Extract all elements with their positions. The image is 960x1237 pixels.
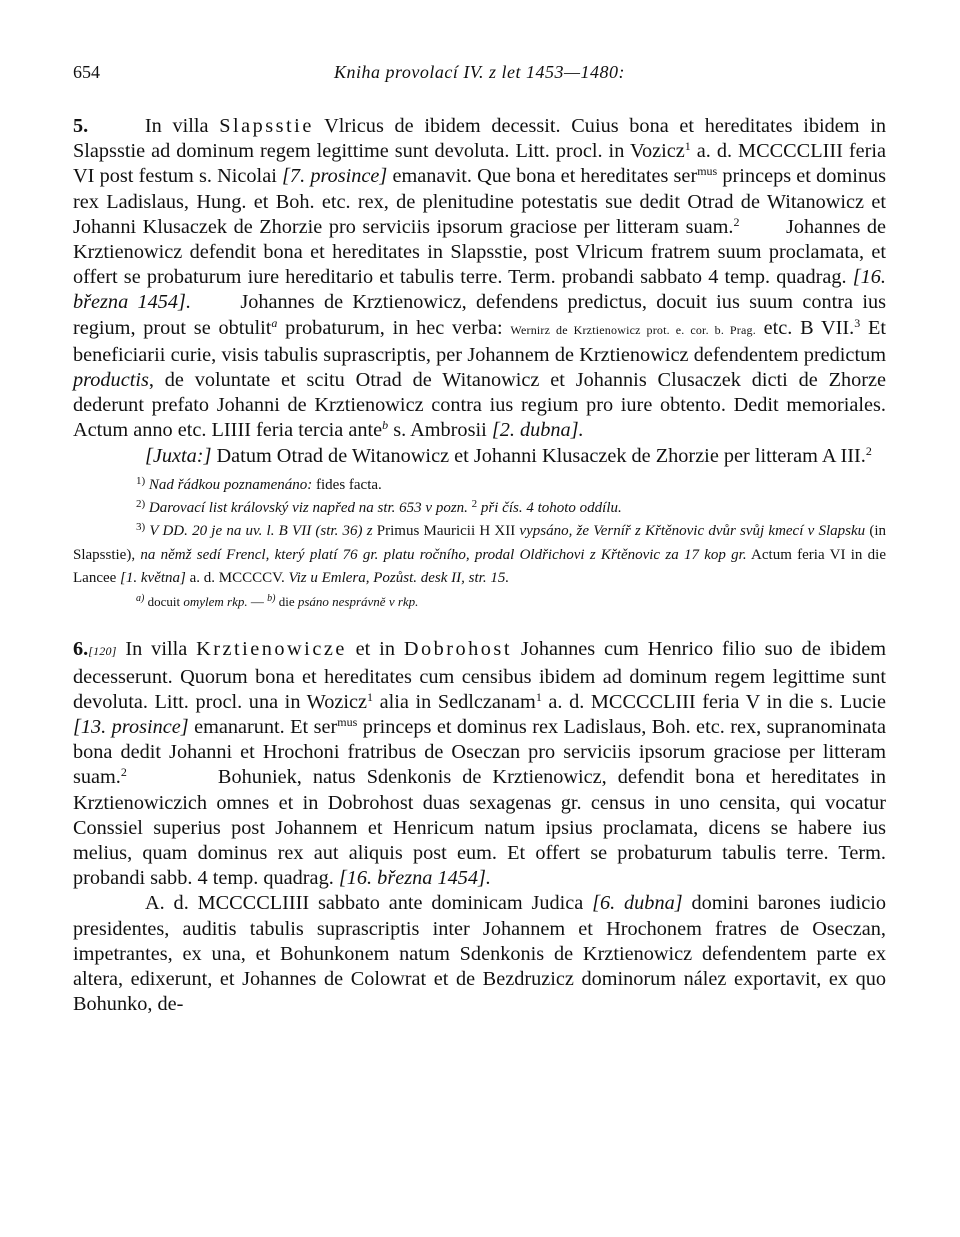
small-reference: Wernirz de Krztienowicz prot. e. cor. b. Prag.	[510, 322, 756, 337]
text-run: Actum feria VI in die Lancee	[73, 546, 886, 587]
text-run: emanavit. Que bona et hereditates ser	[387, 165, 698, 188]
text-run: In villa	[144, 115, 220, 137]
date-note: [7. prosince]	[282, 165, 388, 188]
text-run: s. Ambrosii	[388, 419, 492, 442]
text-run: a. d. MCCCCV.	[185, 570, 289, 587]
note-mark: 1	[366, 689, 373, 704]
original-number: [120]	[88, 644, 117, 659]
editor-note: omylem rkp.	[183, 594, 248, 610]
page-header	[73, 62, 886, 88]
place-name: Krztienowicze	[196, 638, 347, 661]
editor-note: při čís. 4 tohoto oddílu.	[477, 500, 622, 517]
text-run: fides facta.	[312, 476, 382, 493]
footnote-marker: 3)	[136, 521, 146, 534]
place-name: Dobrohost	[403, 638, 512, 661]
editor-note: psáno nesprávně v rkp.	[297, 594, 419, 610]
date-note: [13. prosince]	[73, 715, 189, 738]
text-run: Johannes de Krztienowicz, defendens predictus, docuit ius suum contra ius regium, prout se obtulit	[73, 291, 886, 339]
text-run: (in Slapsstie),	[73, 523, 886, 563]
text-run: docuit	[144, 594, 184, 610]
date-note: [16. března 1454].	[338, 867, 491, 890]
text-run: probaturum, in hec verba:	[277, 316, 511, 339]
note-mark: 2	[865, 443, 872, 458]
entry-number: 5.	[73, 115, 89, 137]
text-run: Johannes de Krztienowicz defendit bona et hereditates in Slapsstie, post Vlricum fratrem suum proclamata, et offert se probaturum iure hereditario et tabulis terre. Term. probandi sabbato 4 temp. quadrag.	[73, 215, 886, 289]
text-run: a. d. MCCCCLIII feria VI post festum s. Nicolai	[73, 140, 886, 188]
editor-note: Viz u Emlera, Pozůst. desk II, str. 15.	[288, 570, 510, 587]
text-run: et in	[346, 638, 404, 661]
text-run: Johannes cum Henrico filio suo de ibidem decesserunt. Quorum bona et hereditates cum censibus ibidem ad dominum regem legittime sunt devoluta. Litt. procl. una in Wozicz	[73, 638, 887, 713]
editor-note: vypsáno, že Verníř z Křtěnovic dvůr svůj kmecí v Slapsku	[519, 523, 866, 540]
text-run: domini barones iudicio presidentes, auditis tabulis suprascriptis inter Johannem et Hrochonem fratres de Oseczan, impetrantes, ex una, et Bohunkonem natum Sdenkonis de Krztienowicz defendentem parte ex altera, edixerunt, et Johannes de Colowrat et de Bezdruzicz dominorum nález exportavit, ex quo Bohunko, de-	[73, 892, 886, 1016]
footnote-2	[73, 497, 886, 520]
superscript: 2	[471, 498, 478, 511]
entry-6-paragraph	[73, 637, 886, 891]
text-run: A. d. MCCCCLIIII sabbato ante dominicam Judica	[145, 892, 593, 915]
page-number: 654	[73, 62, 100, 82]
apparatus-marker: b)	[267, 593, 276, 605]
note-mark: 3	[854, 315, 861, 330]
superscript: mus	[697, 164, 718, 179]
text-run: alia in Sedlczanam	[372, 690, 536, 713]
text-run: a. d. MCCCCLIII feria V in die s. Lucie	[541, 690, 886, 713]
text-run: princeps et dominus rex Ladislaus, Boh. etc. rex, supranominata bona dedit Johanni et Hrochoni fratribus de Oseczan pro serviciis ipsorum graciose per litteram suam.	[73, 715, 886, 789]
footnote-marker: 1)	[136, 474, 146, 487]
text-run: —	[247, 594, 268, 610]
footnotes-entry-5	[73, 474, 886, 613]
place-name: Slapsstie	[219, 115, 314, 137]
document-body	[73, 114, 886, 1017]
juxta-paragraph	[73, 444, 886, 469]
text-run: In villa	[116, 638, 197, 661]
date-note: [16. března 1454].	[73, 266, 886, 314]
date-note: [6. dubna]	[592, 892, 683, 915]
document-page	[73, 62, 886, 1017]
text-run: Primus Mauricii H XII	[372, 523, 520, 540]
note-mark: a	[271, 315, 278, 330]
superscript: mus	[337, 714, 358, 729]
note-mark: b	[382, 418, 389, 433]
editor-note: [1. května]	[120, 570, 186, 587]
text-run: , de voluntate et scitu Otrad de Witanowicz et Johannis Clusaczek dicti de Zhorze dederunt prefato Johanni de Krztienowicz contra ius regium pro iure obtento. Dedit memoriales. Actum anno etc. LIIII feria tercia ante	[73, 369, 886, 442]
entry-number: 6.	[73, 638, 89, 661]
footnote-marker: 2)	[136, 498, 146, 511]
running-title: Kniha provolací IV. z let 1453—1480:	[334, 62, 625, 82]
note-mark: 2	[733, 214, 740, 229]
juxta-label: [Juxta:]	[145, 444, 212, 467]
entry-6-judgement	[73, 891, 886, 1017]
footnote-1	[73, 474, 886, 497]
note-mark: 2	[120, 765, 127, 780]
text-run: princeps et dominus rex Ladislaus, Hung. et Boh. etc. rex, de plenitudine potestatis sue dedit Otrad de Witanowicz et Johanni Klusaczek de Zhorzie pro serviciis ipsorum graciose per litteram suam.	[73, 165, 886, 238]
text-run: Bohuniek, natus Sdenkonis de Krztienowicz, defendit bona et hereditates in Krztienowiczich omnes et in Dobrohost duas sexagenas gr. census in uno censita, qui vocatur Conssiel superius post Johannem et Henricum natum ipsius proclamata, dicens se habere ius melius, quam dominus rex aut aliquis post eum. Et offert se probaturum tabulis terre. Term. probandi sabb. 4 temp. quadrag.	[73, 766, 886, 890]
text-run: die	[275, 594, 298, 610]
editor-note: Nad řádkou poznamenáno:	[145, 476, 313, 493]
editor-note: V DD. 20 je na uv. l. B VII (str. 36) z	[145, 523, 373, 540]
text-run: etc. B VII.	[755, 316, 855, 339]
entry-5-paragraph	[73, 114, 886, 444]
text-run: Vlricus de ibidem decessit. Cuius bona et hereditates ibidem in Slapsstie ad dominum regem legittime sunt devoluta. Litt. procl. in Vozicz	[73, 115, 886, 163]
editor-note: na němž sedí Frencl, který platí 76 gr. platu ročního, prodal Oldřichovi z Křtěnovic za 17 kop gr.	[140, 546, 747, 563]
date-note: [2. dubna].	[491, 419, 584, 442]
editor-note: Darovací list královský viz napřed na str. 653 v pozn.	[145, 500, 472, 517]
note-mark: 1	[684, 139, 691, 154]
text-run: Datum Otrad de Witanowicz et Johanni Klusaczek de Zhorzie per litteram A III.	[211, 444, 866, 467]
apparatus-marker: a)	[136, 593, 145, 605]
text-run: Et beneficiarii curie, visis tabulis suprascriptis, per Johannem de Krztienowicz defendentem predictum	[73, 316, 887, 366]
footnote-3	[73, 520, 886, 590]
text-run: emanarunt. Et ser	[188, 715, 338, 738]
note-mark: 1	[535, 689, 542, 704]
apparatus-note	[73, 590, 886, 613]
italic-word: productis	[73, 369, 149, 392]
